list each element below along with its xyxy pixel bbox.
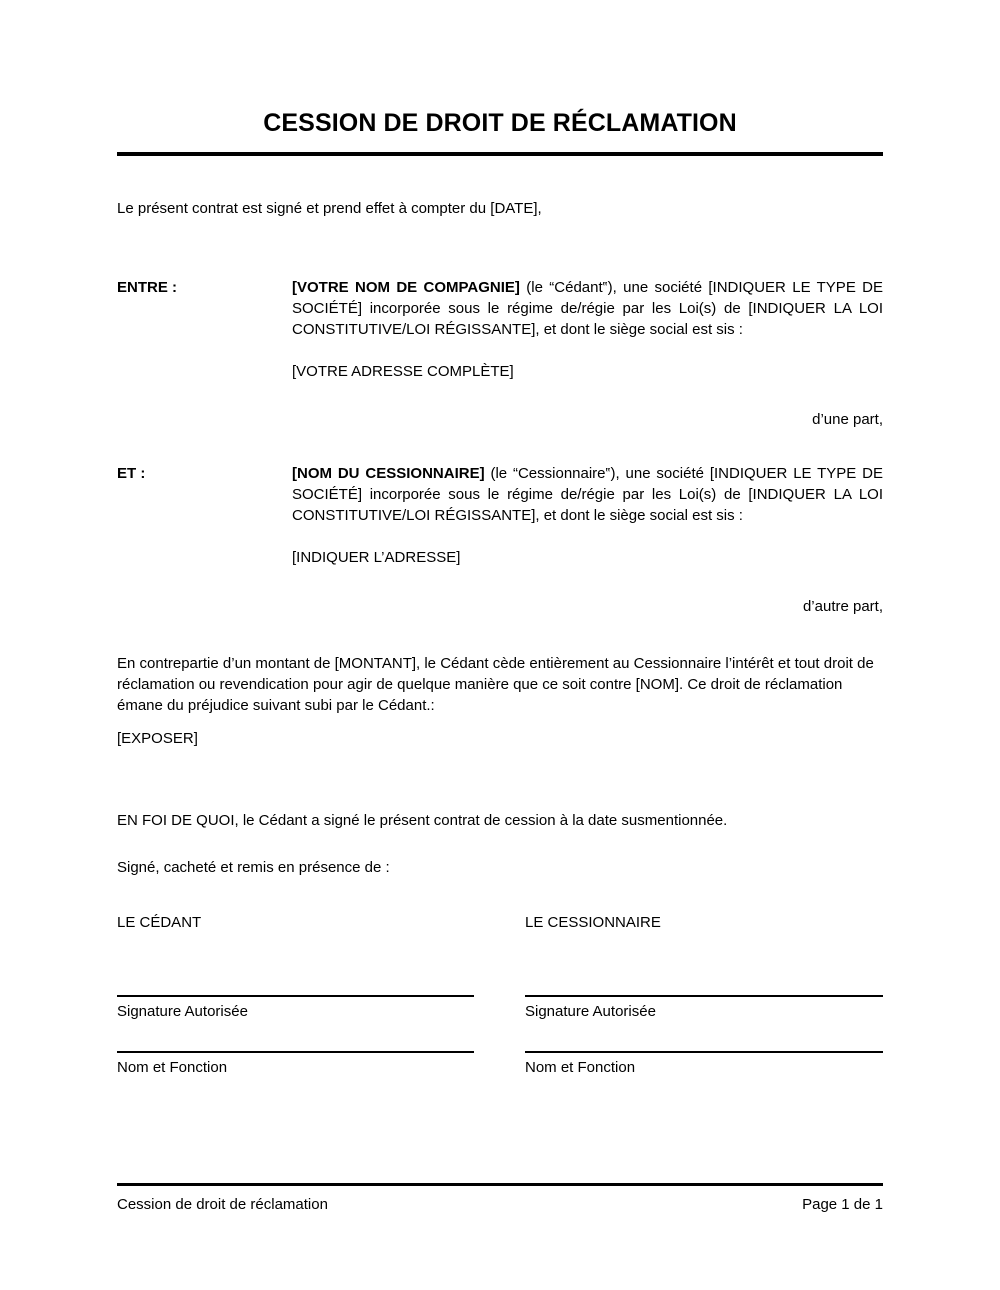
party-body-assignor xyxy=(292,277,883,382)
signature-caption-cedant: Signature Autorisée xyxy=(117,1003,248,1020)
name-line-cedant[interactable] xyxy=(117,1051,474,1053)
witness-paragraph: Signé, cacheté et remis en présence de : xyxy=(117,859,390,876)
name-caption-cedant: Nom et Fonction xyxy=(117,1059,228,1076)
page-title: CESSION DE DROIT DE RÉCLAMATION xyxy=(263,109,737,137)
document-content xyxy=(117,0,883,1290)
signature-caption-cessionnaire: Signature Autorisée xyxy=(525,1003,656,1020)
title-divider xyxy=(117,152,883,156)
footer-page-number: Page 1 de 1 xyxy=(802,1196,883,1213)
signature-heading-cessionnaire: LE CESSIONNAIRE xyxy=(525,914,661,931)
party-description-assignor xyxy=(292,277,883,340)
exposer-placeholder: [EXPOSER] xyxy=(117,730,198,747)
signature-line-cessionnaire[interactable] xyxy=(525,995,883,997)
signature-line-cedant[interactable] xyxy=(117,995,474,997)
signature-cell-cedant-name xyxy=(117,1051,474,1078)
party-description-text-assignor: (le “Cédant‟), une société [INDIQUER LE TYPE DE SOCIÉTÉ] incorporée sous le régime de/régie par les Loi(s) de [INDIQUER LA LOI CONSTITUTIVE/LOI RÉGISSANTE], et dont le siège social est sis : xyxy=(292,279,884,338)
page-footer xyxy=(117,1194,883,1216)
signature-cell-cessionnaire-name xyxy=(525,1051,883,1078)
name-caption-cessionnaire: Nom et Fonction xyxy=(525,1059,636,1076)
footer-divider xyxy=(117,1183,883,1186)
party-name-assignee: [NOM DU CESSIONNAIRE] xyxy=(292,465,485,482)
footer-document-name: Cession de droit de réclamation xyxy=(117,1196,328,1213)
party-description-text-assignee: (le “Cessionnaire‟), une société [INDIQUER LE TYPE DE SOCIÉTÉ] incorporée sous le régime de/régie par les Loi(s) de [INDIQUER LA LOI CONSTITUTIVE/LOI RÉGISSANTE], et dont le siège social est sis : xyxy=(292,465,884,524)
party-body-assignee xyxy=(292,463,883,568)
signature-cell-cedant-signature xyxy=(117,995,474,1022)
party-description-assignee xyxy=(292,463,883,526)
party-address-assignee: [INDIQUER L’ADRESSE] xyxy=(292,549,461,566)
attestation-paragraph: EN FOI DE QUOI, le Cédant a signé le présent contrat de cession à la date susmentionnée. xyxy=(117,812,728,829)
side-note-autre-part: d’autre part, xyxy=(802,598,883,615)
signature-headings xyxy=(117,912,883,933)
consideration-paragraph: En contrepartie d’un montant de [MONTANT], le Cédant cède entièrement au Cessionnaire l’intérêt et tout droit de réclamation ou revendication pour agir de quelque manière que ce soit contre [NOM]. Ce droit de réclamation émane du préjudice suivant subi par le Cédant.: xyxy=(117,655,874,714)
side-note-une-part: d’une part, xyxy=(812,411,883,428)
signature-cell-cessionnaire-signature xyxy=(525,995,883,1022)
signature-heading-cedant: LE CÉDANT xyxy=(117,914,202,931)
lead-paragraph: Le présent contrat est signé et prend effet à compter du [DATE], xyxy=(117,200,542,217)
party-label-et: ET : xyxy=(117,465,146,482)
party-address-assignor: [VOTRE ADRESSE COMPLÈTE] xyxy=(292,363,514,380)
name-line-cessionnaire[interactable] xyxy=(525,1051,883,1053)
party-name-assignor: [VOTRE NOM DE COMPAGNIE] xyxy=(292,279,520,296)
party-label-entre: ENTRE : xyxy=(117,279,177,296)
